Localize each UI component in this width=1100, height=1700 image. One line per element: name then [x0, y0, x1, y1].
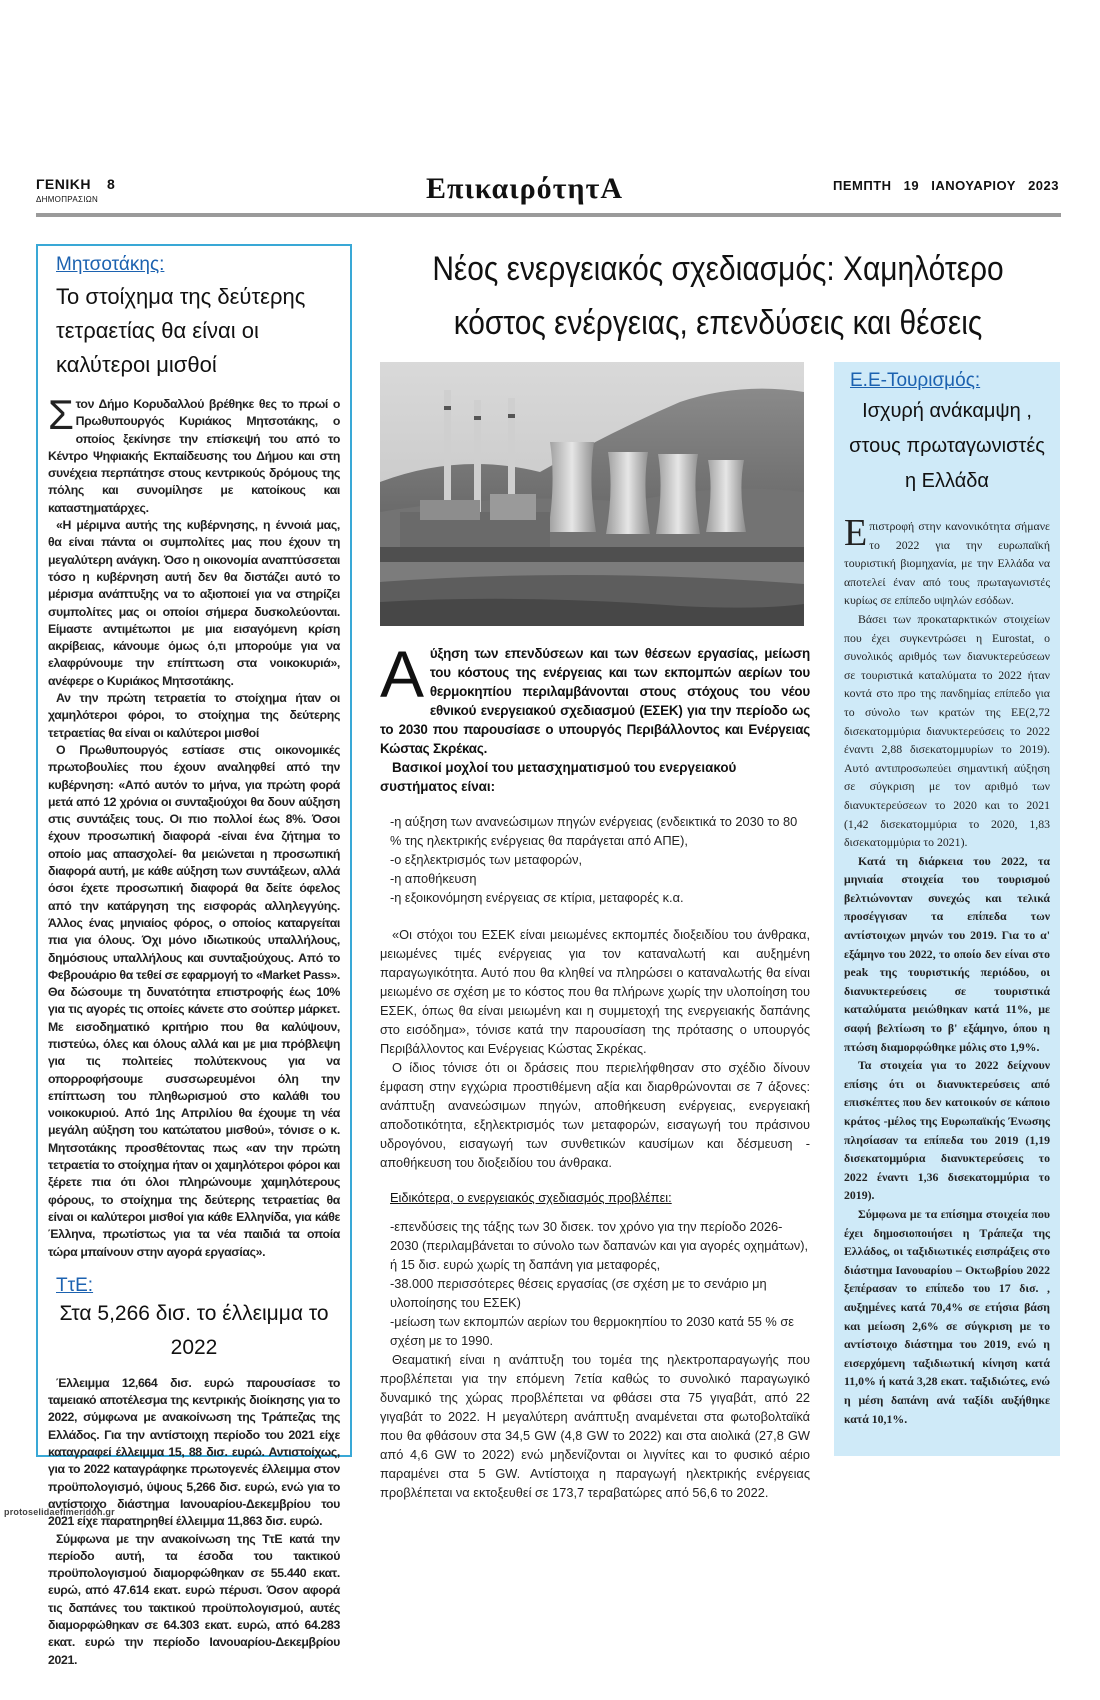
right-kicker: Ε.Ε-Τουρισμός: [850, 370, 981, 391]
drop-cap: Α [380, 637, 424, 711]
drop-cap: Ε [844, 512, 868, 554]
drop-cap: Σ [48, 391, 74, 438]
paragraph: Βάσει των προκαταρκτικών στοιχείων που έχει συγκεντρώσει η Eurostat, ο συνολικός αριθμός των διανυκτερεύσεων σε τουριστικά καταλύματα το 2022 ήταν κοντά στο προ της πανδημίας επίπεδο για το σύνολο των κρατών της ΕΕ(2,72 δισεκατομμύρια διανυκτερεύσεις το 2022 έναντι 2,88 δισεκατομμυρίων το 2019). Αυτό αντιπροσωπεύει σημαντική αύξηση σε σύγκριση με τον αριθμό των διανυκτερεύσεων το 2020 και το 2021 (1,42 δισεκατομμύρια το 2020, 1,83 δισεκατομμύρια το 2021). [844, 611, 1050, 850]
section-label [36, 176, 115, 204]
left-headline: Το στοίχημα της δεύτερης τετραετίας θα είναι οι καλύτεροι μισθοί [56, 284, 306, 377]
source-watermark: protoselidaefimeridon.gr [4, 1507, 115, 1517]
levers-list [380, 812, 810, 907]
power-plant-photo [380, 362, 804, 626]
list-item: -η αποθήκευση [390, 871, 477, 886]
list-item: -επενδύσεις της τάξης των 30 δισεκ. τον χρόνο για την περίοδο 2026-2030 (περιλαμβάνεται το σύνολο των δαπανών και για αγορές οχημάτων), ή 15 δισ. ευρώ χωρίς τη δαπάνη για μεταφορές, [390, 1219, 809, 1272]
paragraph: Ο Πρωθυπουργός εστίασε στις οικονομικές πρωτοβουλίες που έχουν αναληφθεί από την κυβέρνηση: «Από αυτόν το μήνα, για πρώτη φορά μετά από 12 χρόνια οι συνταξιούχοι θα δουν αύξηση στις συντάξεις τους. Οι πιο πολλοί έως 8%. Όσοι έχουν προσωπική διαφορά -είναι ένα ζήτημα το οποίο μας απασχολεί- θα μειώνεται η προσωπική διαφορά αυτή, με κάθε αύξηση των συντάξεων, αλλά όσοι έχετε προσωπική διαφορά θα δείτε όφελος από την κατάργηση της εισφοράς αλληλεγγύης. Άλλος ένας μηνιαίος φόρος, ο οποίος καταργείται πια για όλους. Όχι μόνο ιδιωτικούς υπαλλήλους, δημόσιους υπαλλήλους και συνταξιούχους. Από το Φεβρουάριο θα τεθεί σε εφαρμογή το «Market Pass». Θα δώσουμε τη δυνατότητα επιστροφής έως 10% για τις αγορές τις οποίες κάνετε στο σούπερ μάρκετ. Με εισοδηματικό κριτήριο που θα καλύψουν, πιστεύω, όλες και όλους αλλά και με μια πρόβλεψη για τις πολιτείες πολύτεκνους για να οπορροφήσουμε συσσωρευμένοι όλη την επίπτωση του πληθωρισμού στο καλάθι του νοικοκυριού. Από 1ης Απριλίου θα έχουμε τη νέα μεγάλη αύξηση του κατώτατου μισθού», τόνισε ο κ. Μητσοτάκης προσθέτοντας πως «αν την πρώτη τετραετία το στοίχημα ήταν οι χαμηλότεροι φόροι και ξέρετε πια ότι όλοι πληρώνουμε χαμηλότερους φόρους, το στοίχημα της δεύτερης τετραετίας θα είναι οι καλύτεροι μισθοί για κάθε Ελληνίδα, για κάθε Έλληνα, πρωτίστως για τα νέα παιδιά τα οποία τώρα μπαίνουν στην αγορά εργασίας». [48, 742, 340, 1259]
paragraph: Κατά τη διάρκεια του 2022, τα μηνιαία στοιχεία του τουρισμού βελτιώνονταν συνεχώς και τελικά προσέγγισαν τα επίπεδα των αντίστοιχων μηνών του 2019. Για το α' εξάμηνο του 2022, το οποίο δεν είναι στο peak της τουριστικής περιόδου, οι διανυκτερεύσεις σε τουριστικά καταλύματα μειώθηκαν κατά 11%, με σαφή βελτίωση το β' εξάμηνο, όπου η πτώση διαμορφώθηκε μόλις στο 1,9%. [844, 853, 1050, 1054]
list-item: -η αύξηση των ανανεώσιμων πηγών ενέργειας (ενδεικτικά το 2030 το 80 % της ηλεκτρικής ενέργειας θα παράγεται από ΑΠΕ), [390, 814, 798, 848]
page-number: 8 [106, 176, 115, 192]
section-name: ΓΕΝΙΚΗ [36, 176, 91, 192]
lead-paragraph [380, 637, 810, 758]
paragraph: Θεαματική είναι η ανάπτυξη του τομέα της ηλεκτροπαραγωγής που προβλέπεται για την επόμενη 7ετία καθώς το συνολικό παραγωγικό δυναμικό της χώρας προβλέπεται να φθάσει στα 75 γιγαβάτ, από 22 γιγαβάτ το 2022. Η μεγαλύτερη ανάπτυξη αναμένεται στα φωτοβολταϊκά που θα φθάσουν στα 34,5 GW (4,8 GW το 2022) και στα αιολικά (27,8 GW από 4,6 GW το 2022) ενώ μηδενίζονται οι λιγνίτες και το φυσικό αέριο παραμένει στα 5 GW. Αντίστοιχα η παραγωγή ηλεκτρικής ενέργειας προβλέπεται να εκτοξευθεί σε 173,7 τεραβατώρες από 56,6 το 2022. [380, 1352, 810, 1500]
paragraph: Ο ίδιος τόνισε ότι οι δράσεις που περιελήφθησαν στο σχέδιο δίνουν έμφαση στην εγχώρια προστιθέμενη αξία και διαρθρώνονται σε 7 άξονες: ανάπτυξη ανανεώσιμων πηγών, αποθήκευση ενέργειας, ενεργειακή αποδοτικότητα, εξηλεκτρισμός των μεταφορών, εισαγωγή του πράσινου υδρογόνου, εισαγωγή των συνθετικών καυσίμων και δέσμευση - αποθήκευση του διοξειδίου του άνθρακα. [380, 1060, 810, 1170]
left-article-body [48, 391, 340, 1261]
paragraph: Έλλειμμα 12,664 δισ. ευρώ παρουσίασε το ταμειακό αποτέλεσμα της κεντρικής διοίκησης για το 2022, σύμφωνα με ανακοίνωση της Τράπεζας της Ελλάδος. Για την αντίστοιχη περίοδο του 2021 είχε καταγραφεί έλλειμμα 15, 88 δισ. ευρώ. Αντιστοίχως, για το 2022 καταγράφηκε πρωτογενές έλλειμμα στον προϋπολογισμό, ύψους 5,266 δισ. ευρώ, ενώ για το αντίστοιχο διάστημα Ιανουαρίου-Δεκεμβρίου του 2021 είχε παρατηρηθεί έλλειμμα 11,863 δισ. ευρώ. [48, 1375, 340, 1529]
list-item: -μείωση των εκπομπών αερίων του θερμοκηπίου το 2030 κατά 55 % σε σχέση με το 1990. [390, 1314, 794, 1348]
article-body-end [380, 1350, 810, 1502]
subheading: Ειδικότερα, ο ενεργειακός σχεδιασμός προβλέπει: [390, 1190, 672, 1205]
list-item: -38.000 περισσότερες θέσεις εργασίας (σε σχέση με το σενάριο μη υλοποίησης του ΕΣΕΚ) [390, 1276, 767, 1310]
te-kicker: ΤτΕ: [56, 1274, 94, 1296]
newspaper-section-title: ΕπικαιρότητΑ [426, 172, 623, 205]
paragraph: Αν την πρώτη τετραετία το στοίχημα ήταν οι χαμηλότεροι φόροι, το στοίχημα της δεύτερης τετραετίας θα είναι οι καλύτεροι μισθοί [48, 691, 340, 740]
paragraph: Σύμφωνα με την ανακοίνωση της ΤτΕ κατά την περίοδο αυτή, τα έσοδα του τακτικού προϋπολογισμού διαμορφώθηκαν σε 55.440 εκατ. ευρώ, από 47.614 εκατ. ευρώ πέρυσι. Όσον αφορά τις δαπάνες του τακτικού προϋπολογισμού, αυτές διαμορφώθηκαν σε 64.303 εκατ. ευρώ, από 64.283 εκατ. ευρώ την περίοδο Ιανουαρίου-Δεκεμβρίου 2021. [48, 1531, 340, 1667]
paragraph: «Οι στόχοι του ΕΣΕΚ είναι μειωμένες εκπομπές διοξειδίου του άνθρακα, μειωμένες τιμές ενέργειας για τον καταναλωτή και αυξημένη παραγωγικότητα. Αυτό που θα κληθεί να πληρώσει ο καταναλωτής θα είναι μειωμένο σε σχέση με το κόστος που θα πλήρωνε χωρίς την υλοποίηση του ΕΣΕΚ, όπως θα είναι μειωμένη και η συμμετοχή της ενεργειακής δαπάνης στο εισόδημα», τόνισε κατά την παρουσίαση της πρότασης ο υπουργός Περιβάλλοντος και Ενέργειας Κώστας Σκρέκας. [380, 927, 810, 1056]
forecast-list [380, 1217, 810, 1350]
lead-text: ύξηση των επενδύσεων και των θέσεων εργασίας, μείωση του κόστους της ενέργειας και των εκπομπών αερίων του θερμοκηπίου περιλαμβάνονται στους στόχους του νέου εθνικού ενεργειακού σχεδιασμού (ΕΣΕΚ) για την περίοδο ως το 2030 που παρουσίασε ο υπουργός Περιβάλλοντος και Ενέργειας Κώστας Σκρέκας. [380, 646, 810, 756]
masthead-rule [36, 213, 1061, 217]
section-sub: ΔΗΜΟΠΡΑΣΙΩΝ [36, 195, 99, 204]
paragraph: πιστροφή στην κανονικότητα σήμανε το 2022 για την ευρωπαϊκή τουριστική βιομηχανία, με την Ελλάδα να αποτελεί έναν από τους πρωταγωνιστές κυρίως σε επίπεδο υψηλών εσόδων. [844, 519, 1050, 608]
list-item: -η εξοικονόμηση ενέργειας σε κτίρια, μεταφορές κ.α. [390, 890, 684, 905]
left-kicker: Μητσοτάκης: [56, 254, 165, 275]
main-article [380, 637, 810, 1502]
main-headline: Νέος ενεργειακός σχεδιασμός: Χαμηλότερο κόστος ενέργειας, επενδύσεις και θέσεις [432, 250, 1004, 342]
tourism-body [844, 512, 1050, 1428]
lead-subparagraph: Βασικοί μοχλοί του μετασχηματισμού του ενεργειακού συστήματος είναι: [380, 760, 737, 794]
paragraph: Τα στοιχεία για το 2022 δείχνουν επίσης ότι οι διανυκτερεύσεις από επισκέπτες που δεν κατοικούν σε κάποιο κράτος -μέλος της Ευρωπαϊκής Ένωσης πλησίασαν τα επίπεδα του 2019 (1,19 δισεκατομμύρια διανυκτερεύσεις το 2022 έναντι 1,36 δισεκατομμύρια το 2019). [844, 1058, 1050, 1203]
bank-of-greece-article [48, 1275, 340, 1669]
te-headline: Στα 5,266 δισ. το έλλειμμα το 2022 [59, 1301, 329, 1359]
te-body [48, 1375, 340, 1669]
masthead [36, 172, 1061, 218]
right-headline: Ισχυρή ανάκαμψη , στους πρωταγωνιστές η Ελλάδα [849, 400, 1045, 492]
issue-date: ΠΕΜΠΤΗ 19 ΙΑΝΟΥΑΡΙΟΥ 2023 [832, 178, 1059, 193]
paragraph: τον Δήμο Κορυδαλλού βρέθηκε θες το πρωί ο Πρωθυπουργός Κυριάκος Μητσοτάκης, ο οποίος ξεκίνησε την επίσκεψή του από το Κέντρο Ψηφιακής Εκπαίδευσης του Δήμου και στη συνέχεια περπάτησε στους κεντρικούς δρόμους της πόλης και συνομίλησε με κατοίκους και καταστηματάρχες. [48, 397, 340, 515]
article-body [380, 925, 810, 1172]
list-item: -ο εξηλεκτρισμός των μεταφορών, [390, 852, 583, 867]
paragraph: Σύμφωνα με τα επίσημα στοιχεία που έχει δημοσιοποιήσει η Τράπεζα της Ελλάδος, οι ταξιδιωτικές εισπράξεις στο διάστημα Ιανουαρίου – Οκτωβρίου 2022 ξεπέρασαν το επίπεδο του 17 δισ. , αυξημένες κατά 70,4% σε ετήσια βάση και μείωση 2,6% σε σύγκριση με το αντίστοιχο διάστημα του 2019, ενώ η εισερχόμενη ταξιδιωτική κίνηση κατά 11,0% ή κατά 3,28 εκατ. ταξιδιώτες, ενώ η μέση δαπάνη ανά ταξίδι αυξήθηκε κατά 10,1%. [844, 1206, 1050, 1426]
tourism-article-box [834, 362, 1060, 1456]
paragraph: «Η μέριμνα αυτής της κυβέρνησης, η έννοιά μας, θα είναι πάντα οι συμπολίτες μας που έχουν τη μεγαλύτερη ανάγκη. Όσο η οικονομία αναπτύσσεται τόσο η κυβέρνηση αυτή δεν θα διστάζει αυτό το μέρισμα ανάπτυξης να το αξιοποιεί για να στηρίζει συμπολίτες μας οι οποίοι σήμερα δυσκολεύονται. Είμαστε αντιμέτωποι με μια εισαγόμενη κρίση ακρίβειας, κάνουμε όμως ό,τι μπορούμε για να ελαφρύνουμε την επίπτωση στα νοικοκυριά», ανέφερε ο Κυριάκος Μητσοτάκης. [48, 518, 340, 688]
